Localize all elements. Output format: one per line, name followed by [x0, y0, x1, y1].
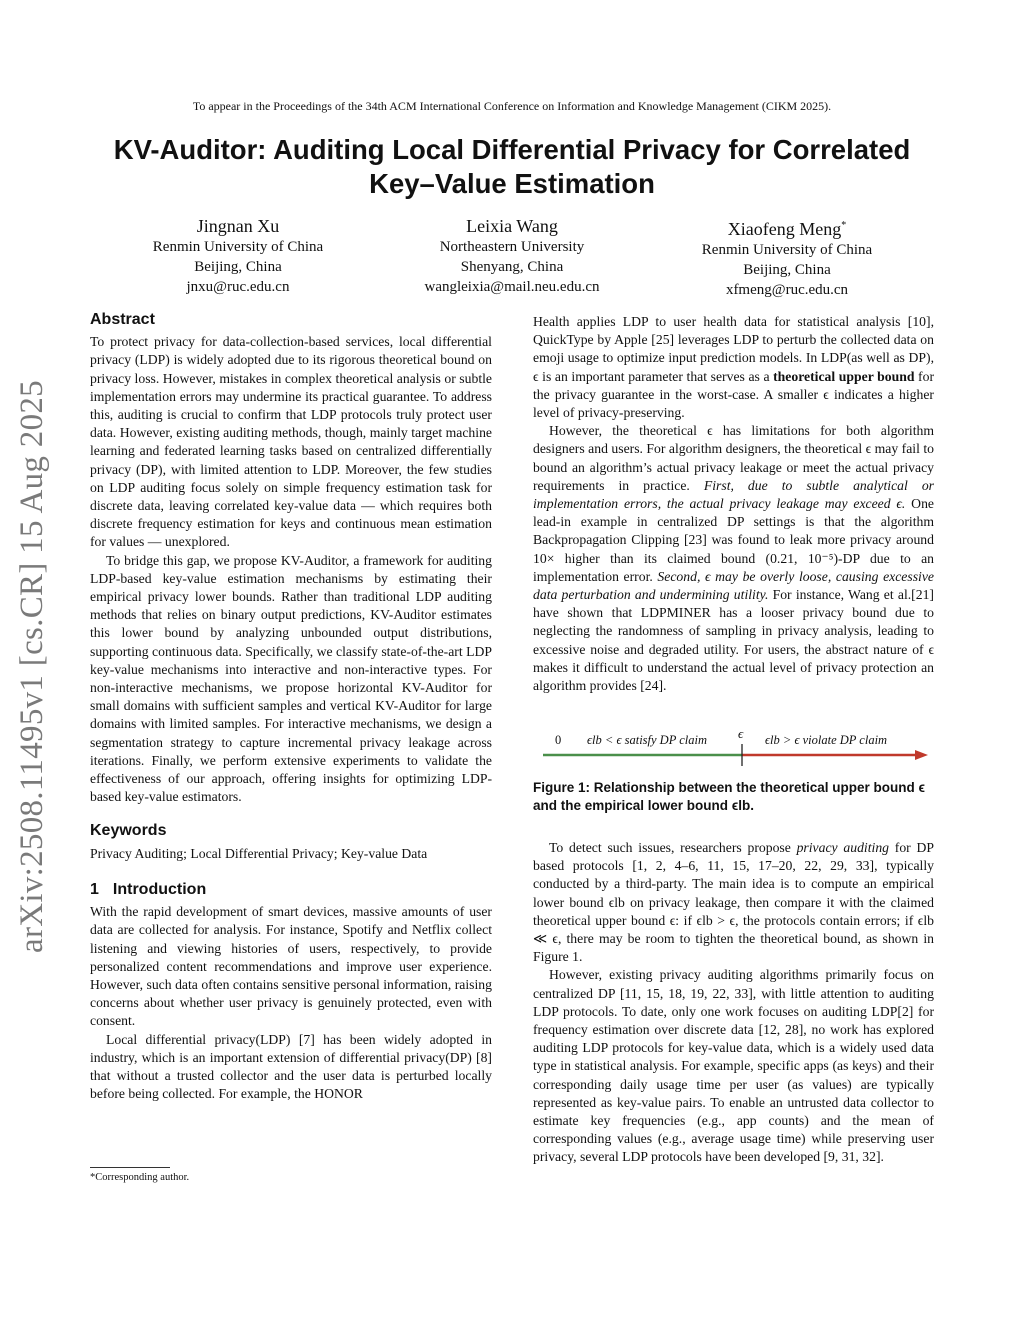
- right-column-bottom: [533, 779, 934, 1167]
- author-block-2: [362, 215, 662, 297]
- section-number: 1: [90, 880, 99, 898]
- figure-1-caption: Figure 1: Relationship between the theoretical upper bound ϵ and the empirical lower bound ϵlb.: [533, 780, 925, 813]
- author-email: wangleixia@mail.neu.edu.cn: [424, 279, 600, 295]
- right-paragraph-2: However, the theoretical ϵ has limitations for both algorithm designers and users. For algorithm designers, the theoretical ϵ may fail to bound an algorithm’s actual privacy leakage or meet the actual privacy requirements in practice. First, due to subtle analytical or implementation errors, the actual privacy leakage may exceed ϵ. One lead-in example in centralized DP settings is that the algorithm Backpropagation Clipping [23] was found to leak more privacy around 10× higher than its claimed bound (0.21, 10⁻⁵)-DP due to an implementation error. Second, ϵ may be overly loose, causing excessive data perturbation and undermining utility. For instance, Wang et al.[21] have shown that LDPMINER has a looser privacy bound due to neglecting the randomness of sampling in privacy analysis, leading to excessive noise and degraded utility. For users, the abstract nature of ϵ makes it difficult to understand the actual level of privacy protection an algorithm provides [24].: [533, 423, 934, 694]
- abstract-paragraph-1: To protect privacy for data-collection-based services, local differential privacy (LDP) is widely adopted due to its rigorous theoretical bound on privacy loss. However, mistakes in complex theoretical analysis or subtle implementation errors may undermine its practical guarantee. To address this, auditing is crucial to confirm that LDP protocols truly protect user data. However, existing auditing methods, though, mainly target machine learning and federated learning tasks based on centralized differentially privacy (DP), with limited attention to LDP. Moreover, the few studies on LDP auditing focus solely on simple frequency estimation task for discrete data, leaving correlated key-value data — which requires both discrete frequency estimation for keys and continuous mean estimation for values — unexplored.: [90, 334, 492, 550]
- footnote: *Corresponding author.: [90, 1172, 190, 1183]
- right-paragraph-4: However, existing privacy auditing algorithms primarily focus on centralized DP [11, 15, 18, 19, 22, 33], with little attention to auditing LDP protocols. To date, only one work focuses on auditing LDP[2] for frequency estimation over discrete data [12, 28], no work has explored auditing LDP protocols for key-value data, which is a widely used data type in statistical analysis. For example, specific apps (as keys) and their corresponding daily usage time per user (as values) are typically represented as key-value pairs. To enable an untrusted data collector to estimate key frequencies (e.g., app counts) and the mean of corresponding values (e.g., average usage time) while preserving user privacy, several LDP protocols have been developed [9, 31, 32].: [533, 967, 934, 1165]
- footnote-rule: [90, 1167, 170, 1168]
- figure-1: [533, 722, 933, 772]
- section-title: Introduction: [112, 880, 207, 898]
- keywords-text: Privacy Auditing; Local Differential Privacy; Key-value Data: [90, 845, 428, 861]
- conference-note: To appear in the Proceedings of the 34th ACM International Conference on Information and Knowledge Management (CIKM 2025).: [192, 99, 832, 113]
- title-line-1: KV-Auditor: Auditing Local Differential Privacy for Correlated: [113, 134, 911, 165]
- author-location: Beijing, China: [743, 262, 831, 278]
- abstract-heading: Abstract: [90, 311, 155, 328]
- abstract-paragraph-2: To bridge this gap, we propose KV-Auditor, a framework for auditing LDP-based key-value estimation mechanisms by estimating their empirical privacy lower bounds. Rather than traditional LDP auditing methods that relies on binary output predictions, KV-Auditor estimates this lower bound by analyzing unbounded output distributions, supporting continuous data. Specifically, we classify state-of-the-art LDP key-value mechanisms into interactive and non-interactive types. For non-interactive mechanisms, we propose horizontal KV-Auditor for small domains with sufficient samples and vertical KV-Auditor for large domains with limited samples. For interactive mechanisms, we design a segmentation strategy to capture incremental privacy leakage across iterations. Finally, we perform extensive experiments to validate the effectiveness of our approach, offering insights for optimizing LDP-based key-value estimators.: [90, 552, 492, 805]
- right-paragraph-3: To detect such issues, researchers propose privacy auditing for DP based protocols [1, 2, 4–6, 11, 15, 17–20, 22, 29, 33], typically conducted by a third-party. The main idea is to compute an empirical lower bound ϵlb on privacy leakage, then compare it with the claimed theoretical upper bound ϵ: if ϵlb > ϵ, the protocols contain errors; if ϵlb ≪ ϵ, there may be room to tighten the theoretical bound, as shown in Figure 1.: [533, 840, 934, 965]
- left-column: [90, 311, 492, 1103]
- zero-label: 0: [555, 733, 562, 747]
- satisfy-label: ϵlb < ϵ satisfy DP claim: [587, 733, 708, 747]
- right-paragraph-1: Health applies LDP to user health data for statistical analysis [10], QuickType by Apple [25] leverages LDP to perturb the collected data on emoji usage to optimize input prediction models. In LDP(as well as DP), ϵ is an important parameter that serves as a theoretical upper bound for the privacy guarantee in the worst-case. A smaller ϵ indicates a higher level of privacy-preserving.: [533, 314, 934, 421]
- author-block-3: [637, 215, 937, 300]
- author-location: Shenyang, China: [460, 259, 564, 275]
- author-name: Leixia Wang: [466, 216, 558, 236]
- author-affiliation: Renmin University of China: [701, 242, 873, 258]
- author-location: Beijing, China: [194, 259, 282, 275]
- right-column-top: [533, 313, 934, 695]
- author-name: Jingnan Xu: [196, 216, 280, 236]
- author-block-1: [88, 215, 388, 297]
- intro-paragraph-2: Local differential privacy(LDP) [7] has been widely adopted in industry, which is an important extension of differential privacy(DP) [8] that without a trusted collector and the user data is perturbed locally before being collected. For example, the HONOR: [90, 1031, 492, 1102]
- intro-paragraph-1: With the rapid development of smart devices, massive amounts of user data are collected for analysis. For instance, Spotify and Netflix collect listening and viewing histories of users, respectively, to provide personalized content recommendations and improve user experience. However, such data often contains sensitive personal information, raising concerns about whether user privacy is genuinely protected, even with consent.: [90, 904, 492, 1029]
- corresponding-mark: *: [841, 220, 847, 231]
- keywords-heading: Keywords: [90, 822, 167, 840]
- paper-title: [60, 133, 964, 201]
- author-affiliation: Renmin University of China: [152, 239, 324, 255]
- arxiv-identifier: arXiv:2508.11495v1 [cs.CR] 15 Aug 2025: [14, 380, 50, 953]
- author-email: jnxu@ruc.edu.cn: [186, 279, 290, 295]
- title-line-2: Key–Value Estimation: [369, 168, 655, 199]
- author-email: xfmeng@ruc.edu.cn: [725, 282, 849, 298]
- epsilon-label: ϵ: [738, 726, 744, 741]
- introduction-heading: [90, 881, 492, 899]
- violate-label: ϵlb > ϵ violate DP claim: [765, 733, 888, 747]
- privacy-bound-number-line: [533, 722, 933, 772]
- author-name: Xiaofeng Meng*: [727, 219, 847, 239]
- arrow-head: [915, 750, 928, 760]
- author-affiliation: Northeastern University: [439, 239, 585, 255]
